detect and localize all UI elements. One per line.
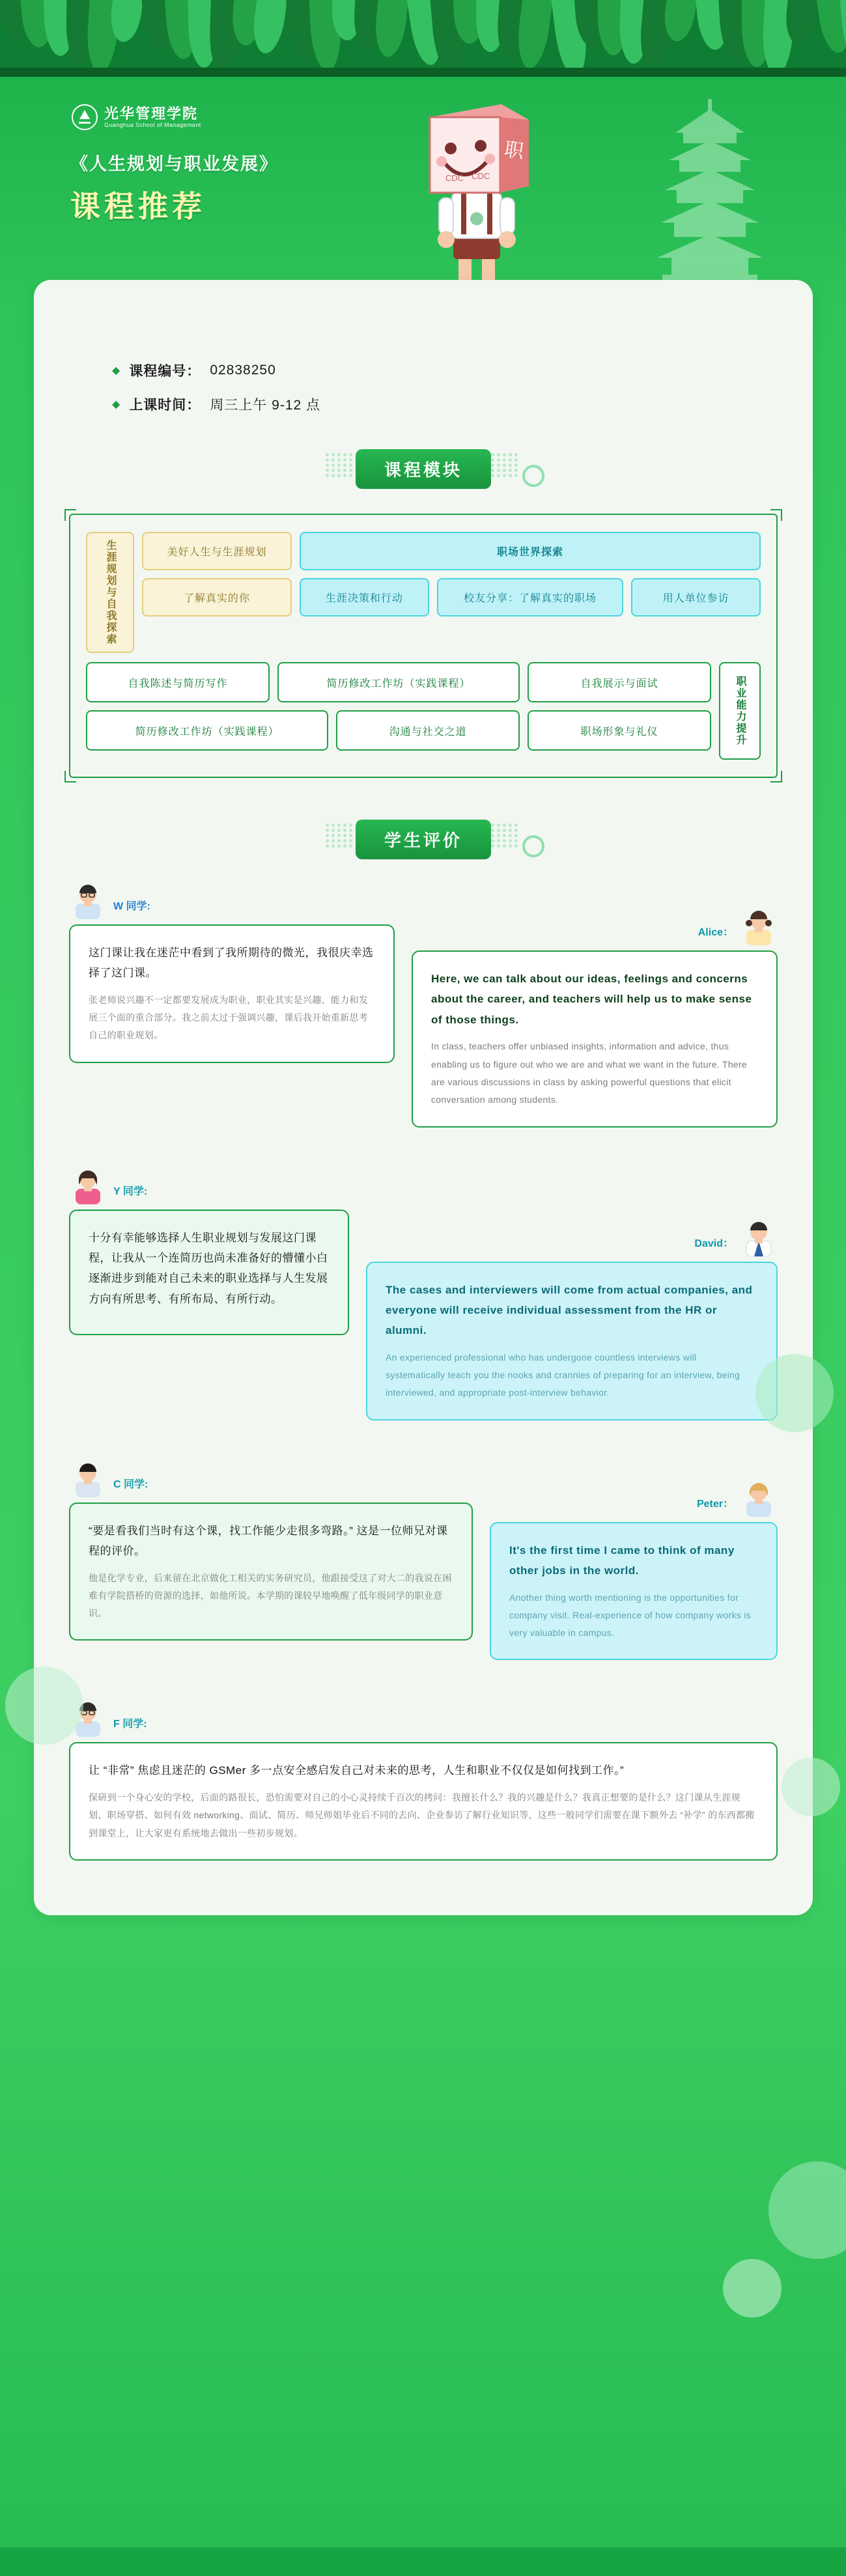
review-lead: 十分有幸能够选择人生职业规划与发展这门课程，让我从一个连简历也尚未准备好的懵懂小白逐渐进步到能对自己未来的职业选择与人生发展方向有所思考、有所布局、有所行动。 [89, 1231, 328, 1305]
module-box[interactable]: 简历修改工作坊（实践课程） [277, 662, 520, 702]
review-bubble [69, 1742, 778, 1860]
module-row [86, 710, 711, 751]
school-name-en: Guanghua School of Management [104, 122, 201, 129]
avatar-student-male-dark [69, 1460, 107, 1497]
course-code-value: 02838250 [210, 363, 276, 378]
module-row [142, 532, 761, 570]
review-lead: Here, we can talk about our ideas, feelings and concerns about the career, and teachers will help us to make sense of those things. [431, 973, 752, 1026]
module-box[interactable]: 用人单位参访 [631, 578, 761, 616]
module-box[interactable]: 沟通与社交之道 [336, 710, 520, 751]
meta-row [112, 361, 813, 380]
class-time-value: 周三上午 9-12 点 [210, 398, 321, 413]
avatar-student-female-pink [69, 1167, 107, 1204]
svg-text:CDC: CDC [472, 171, 490, 181]
modules-heading [34, 449, 813, 489]
dots-decoration-right [491, 453, 521, 479]
avatar-student-female-ponytail [740, 907, 778, 945]
content-card [34, 280, 813, 1915]
diamond-icon: ◆ [112, 399, 120, 410]
review-author [490, 1479, 778, 1517]
ring-decoration [522, 465, 544, 487]
bamboo-decoration [0, 0, 846, 77]
frame-corner [770, 509, 782, 521]
reviews-heading-label: 学生评价 [356, 820, 491, 859]
modules-heading-label: 课程模块 [356, 449, 491, 489]
review-bubble [69, 924, 395, 1063]
review-bubble [69, 1210, 349, 1336]
module-box[interactable]: 职场形象与礼仪 [528, 710, 711, 751]
review-lead: 让 “非常” 焦虑且迷茫的 GSMer 多一点安全感启发自己对未来的思考，人生和职业不仅仅是如何找到工作。” [89, 1764, 625, 1777]
module-box[interactable]: 生涯决策和行动 [300, 578, 429, 616]
module-group-label-ability: 职业能力提升 [719, 662, 761, 760]
module-row [86, 662, 711, 702]
review-author [69, 881, 395, 919]
reviews-list [69, 881, 778, 1861]
review-author [69, 1167, 349, 1204]
review-author-name: David： [694, 1238, 733, 1249]
module-box[interactable]: 职场世界探索 [300, 532, 761, 570]
school-name-cn: 光华管理学院 [104, 105, 199, 122]
school-logo [72, 104, 201, 130]
review-lead: “要是看我们当时有这个课，找工作能少走很多弯路。” 这是一位师兄对课程的评价。 [89, 1524, 448, 1558]
review-bubble [366, 1262, 778, 1420]
diamond-icon: ◆ [112, 365, 120, 376]
poster-header [0, 77, 846, 292]
avatar-student-male-suit [740, 1219, 778, 1256]
reviews-heading [34, 820, 813, 859]
modules-bottom-group [86, 662, 761, 760]
ring-decoration [522, 835, 544, 857]
module-box[interactable]: 自我陈述与简历写作 [86, 662, 270, 702]
review-author-name: F 同学: [113, 1719, 147, 1730]
review-bubble [69, 1503, 473, 1641]
review-card [490, 1479, 778, 1661]
review-body: In class, teachers offer unbiased insights, information and advice, thus enabling us to figure out who we are and what we want in the future. There are various discussions in class by asking powerful questions that elicit conversation among students. [431, 1041, 748, 1105]
course-title: 《人生规划与职业发展》 [70, 154, 278, 174]
review-author-name: Peter： [696, 1498, 733, 1510]
page-title: 课程推荐 [70, 189, 206, 223]
review-card [69, 1460, 473, 1641]
meta-row [112, 395, 813, 414]
review-author [412, 907, 778, 945]
dots-decoration-left [326, 824, 356, 850]
frame-corner [770, 771, 782, 782]
review-author-name: C 同学: [113, 1478, 148, 1490]
review-lead: The cases and interviewers will come from actual companies, and everyone will receive individual assessment from the HR or alumni. [386, 1283, 753, 1337]
circle-decoration [755, 1354, 834, 1432]
review-author-name: Alice： [698, 927, 733, 938]
module-box[interactable]: 了解真实的你 [142, 578, 292, 616]
svg-text:CDC: CDC [445, 173, 464, 183]
avatar-student-male-glasses [69, 881, 107, 919]
review-body: 他是化学专业，后来留在北京做化工相关的实务研究员，他跟接受这了对大二的我说在困难有学院搭桥的资源的选择，如他所说。本学期的课较早地唤醒了低年级同学的职业意识。 [89, 1572, 452, 1619]
review-body: 保研到一个身心安的学校，后面的路很长，恐怕需要对自己的小心灵持续千百次的拷问：我擅长什么？我的兴趣是什么？我真正想要的是什么？这门课从生涯规划、职场穿搭、如何有效 networking、面试、简历、师兄师姐毕业后不同的去向、企业参访了解行业知识等，这些一般同学们需要在课下额外去 “补学” 的东西都搬到课堂上，让大家更有系统地去做出一些初步规划。 [89, 1792, 755, 1838]
circle-decoration [782, 1758, 840, 1816]
review-author [366, 1219, 778, 1256]
module-group-label-exploration: 生涯规划与自我探索 [86, 532, 134, 653]
svg-text:职: 职 [503, 139, 526, 163]
modules-frame [69, 514, 778, 778]
course-code-label: 课程编号： [129, 364, 201, 379]
review-bubble [412, 950, 778, 1128]
dots-decoration-left [326, 453, 356, 479]
review-card [69, 1167, 349, 1336]
circle-decoration [5, 1667, 83, 1745]
circle-decoration [723, 2259, 782, 2318]
course-meta [112, 361, 813, 414]
module-box[interactable]: 美好人生与生涯规划 [142, 532, 292, 570]
frame-corner [64, 509, 76, 521]
frame-corner [64, 771, 76, 782]
module-box[interactable]: 简历修改工作坊（实践课程） [86, 710, 328, 751]
class-time-label: 上课时间： [129, 398, 201, 413]
review-body: 张老师说兴趣不一定都要发展成为职业，职业其实是兴趣、能力和发展三个面的重合部分。我之前太过于强调兴趣，课后我开始重新思考自己的职业规划。 [89, 994, 368, 1041]
review-bubble [490, 1522, 778, 1661]
module-box[interactable]: 校友分享：了解真实的职场 [437, 578, 623, 616]
review-author [69, 1460, 473, 1497]
modules-top-group [86, 532, 761, 653]
school-logo-icon [72, 104, 98, 130]
review-row [69, 881, 778, 1128]
review-author-name: W 同学: [113, 901, 150, 912]
pagoda-icon [636, 95, 786, 290]
review-lead: 这门课让我在迷茫中看到了我所期待的微光，我很庆幸选择了这门课。 [89, 947, 374, 980]
module-box[interactable]: 自我展示与面试 [528, 662, 711, 702]
module-row [142, 578, 761, 616]
review-author-name: Y 同学: [113, 1185, 148, 1197]
review-body: Another thing worth mentioning is the opportunities for company visit. Real-experience of how company works is very valuable in campus. [509, 1592, 752, 1639]
review-row [69, 1460, 778, 1661]
title-block [70, 150, 278, 226]
circle-decoration [768, 2161, 846, 2259]
review-body: An experienced professional who has undergone countless interviews will systematically teach you the nooks and crannies of preparing for an interview, being interviewed, and appropriate post-interview behavior. [386, 1351, 740, 1398]
avatar-student-female-blonde [740, 1479, 778, 1517]
review-card [412, 907, 778, 1128]
review-author [69, 1699, 778, 1737]
review-card [69, 881, 395, 1063]
dots-decoration-right [491, 824, 521, 850]
review-lead: It's the first time I came to think of many other jobs in the world. [509, 1544, 735, 1577]
review-row [69, 1699, 778, 1860]
review-card [366, 1219, 778, 1420]
footer-strip [0, 2547, 846, 2576]
review-row [69, 1167, 778, 1420]
